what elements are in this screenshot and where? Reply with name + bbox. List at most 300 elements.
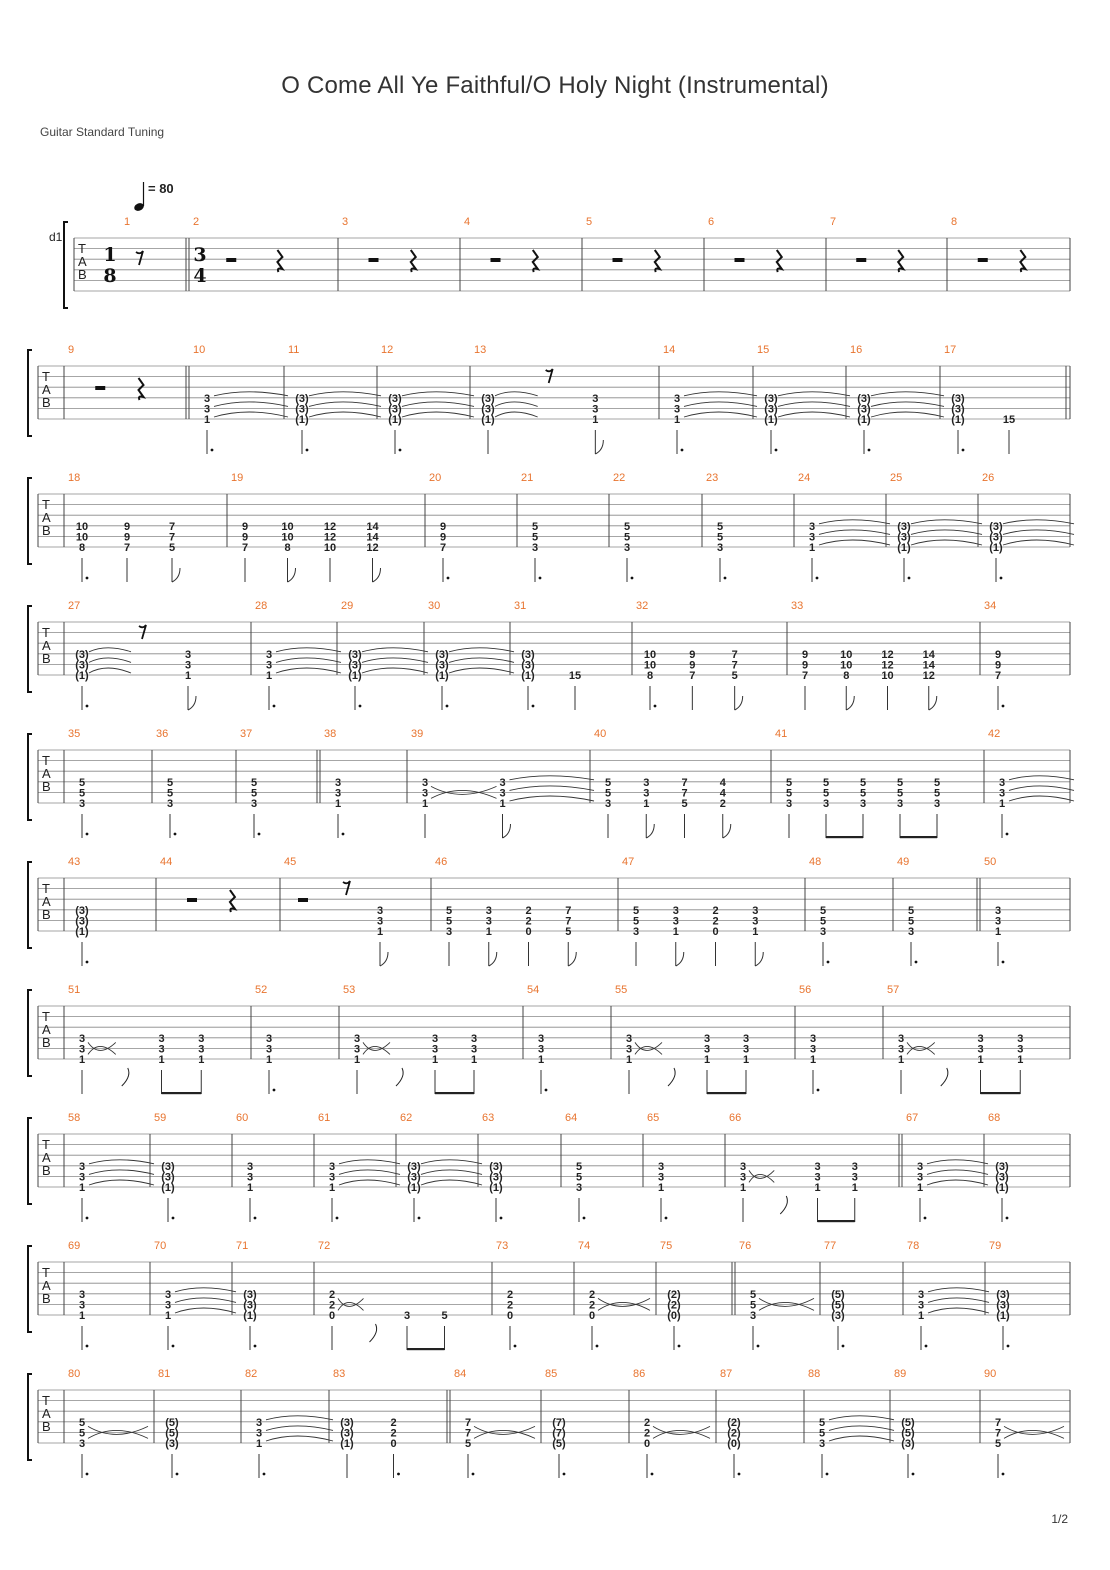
tab-letter: B [78, 267, 87, 282]
half-rest-icon [613, 258, 623, 262]
duration-dot [631, 577, 634, 580]
fret-number: 3 [994, 915, 1002, 928]
measure [482, 1112, 503, 1222]
fret-number: 2 [390, 1427, 397, 1440]
beat [76, 521, 89, 582]
beat [717, 521, 726, 582]
duration-dot [827, 961, 830, 964]
beat [802, 649, 808, 710]
measure [951, 216, 1025, 272]
tab-letter: T [42, 1393, 50, 1408]
measure-number: 1 [124, 216, 131, 228]
beat [446, 905, 452, 966]
fret-number: (2) [667, 1299, 681, 1312]
fret-number: 3 [421, 776, 429, 789]
measure [68, 1368, 148, 1478]
measure [435, 856, 576, 966]
fret-number: (3) [295, 403, 309, 416]
measure-number: 53 [343, 984, 356, 996]
fret-number: 5 [565, 926, 572, 938]
tie-arc [175, 1298, 236, 1303]
measure-number: 64 [565, 1112, 578, 1124]
fret-number: 7 [565, 904, 572, 917]
beat [1017, 1033, 1023, 1094]
fret-number: 3 [184, 648, 192, 661]
fret-number: 0 [328, 1310, 336, 1322]
fret-number: 5 [250, 787, 258, 800]
beat [388, 392, 474, 454]
fret-number: 10 [281, 531, 294, 544]
fret-number: 3 [265, 1043, 273, 1056]
fret-number: (1) [857, 414, 871, 426]
tab-system [28, 600, 1070, 710]
fret-number: 3 [592, 392, 599, 405]
measure [318, 1112, 400, 1222]
fret-number: (5) [831, 1288, 845, 1301]
tie-arc [214, 412, 288, 417]
measure-number: 16 [850, 344, 863, 356]
fret-number: 1 [625, 1054, 633, 1066]
measure-number: 15 [757, 344, 770, 356]
fret-number: 1 [739, 1182, 747, 1194]
measure [400, 1112, 482, 1222]
measure-number: 71 [236, 1240, 249, 1252]
measure [284, 856, 388, 966]
quarter-rest-icon [230, 890, 235, 912]
fret-number: (3) [989, 520, 1003, 533]
beam [818, 1220, 855, 1222]
beat [712, 905, 718, 966]
measure [636, 600, 743, 710]
measure-number: 48 [809, 856, 822, 868]
measure-number: 74 [578, 1240, 591, 1252]
fret-number: 1 [328, 1182, 336, 1194]
beat [432, 1033, 438, 1094]
eighth-rest-icon [139, 625, 146, 639]
fret-number: 10 [75, 531, 89, 544]
measure-number: 23 [706, 472, 719, 484]
quarter-rest-icon [533, 250, 538, 272]
fret-number: 1 [265, 670, 273, 682]
beat [396, 1068, 403, 1086]
measure [809, 856, 829, 966]
tempo-marking [133, 181, 174, 212]
eighth-flag-icon [676, 952, 684, 966]
fret-number: 1 [203, 414, 211, 426]
tie-arc [510, 786, 595, 791]
beat [917, 1160, 988, 1222]
beat [674, 392, 757, 454]
beat [643, 777, 654, 838]
tab-letter: A [42, 1150, 51, 1165]
fret-number: 12 [881, 648, 894, 661]
beat [441, 1310, 447, 1350]
measure-number: 89 [894, 1368, 907, 1380]
eighth-flag-icon [568, 952, 576, 966]
duration-dot [1006, 1217, 1009, 1220]
fret-number: 1 [657, 1182, 665, 1194]
beat [295, 392, 381, 454]
duration-dot [665, 1217, 668, 1220]
tab-letter: B [42, 651, 51, 666]
fret-number: 3 [485, 915, 492, 928]
fret-number: (3) [481, 403, 495, 416]
system-bracket [28, 606, 32, 692]
measure [565, 1112, 585, 1222]
fret-number: 3 [78, 1288, 86, 1301]
beat [161, 1161, 175, 1222]
beat [592, 393, 603, 454]
duration-dot [263, 1473, 266, 1476]
fret-number: 5 [575, 1171, 583, 1184]
fret-number: 3 [78, 1171, 86, 1184]
fret-number: 3 [897, 1043, 905, 1056]
measure [850, 344, 944, 454]
fret-number: 9 [241, 520, 249, 533]
tie-arc [89, 1170, 154, 1175]
beat [667, 1289, 681, 1350]
fret-number: 5 [907, 915, 915, 928]
tie-arc [276, 668, 341, 673]
fret-number: 3 [994, 904, 1002, 917]
beat [390, 1417, 399, 1478]
fret-number: 3 [977, 1043, 984, 1056]
fret-number: 5 [78, 787, 86, 800]
duration-dot [174, 833, 177, 836]
fret-number: 1 [673, 414, 681, 426]
measure-number: 17 [944, 344, 957, 356]
fret-number: 3 [625, 1043, 633, 1056]
measure-number: 46 [435, 856, 448, 868]
tab-letter: B [42, 779, 51, 794]
tab-letter: A [42, 766, 51, 781]
measure [428, 600, 514, 710]
fret-number: (1) [951, 414, 965, 426]
fret-number: 3 [158, 1043, 165, 1056]
measure-number: 9 [68, 344, 75, 356]
measure-number: 80 [68, 1368, 81, 1380]
fret-number: 5 [818, 1427, 826, 1440]
half-rest-icon [978, 258, 988, 262]
measure-number: 26 [982, 472, 995, 484]
measure [240, 728, 260, 838]
eighth-flag-icon [929, 696, 937, 710]
measure [381, 344, 474, 454]
tab-letter: A [42, 510, 51, 525]
tie-arc [266, 1426, 333, 1431]
eighth-flag-icon [595, 440, 603, 454]
system-bracket [28, 734, 32, 820]
measure [984, 1368, 1064, 1478]
beat [673, 905, 684, 966]
fret-number: 5 [623, 531, 631, 544]
fret-number: (5) [831, 1299, 845, 1312]
beat [881, 649, 893, 710]
tab-letter: B [42, 907, 51, 922]
tie-arc [449, 668, 514, 673]
measure-number: 75 [660, 1240, 673, 1252]
beat [532, 521, 541, 582]
measure [739, 1240, 814, 1350]
fret-number: 15 [1002, 414, 1016, 426]
fret-number: 2 [525, 904, 532, 917]
tie-arc [871, 392, 944, 396]
fret-number: 9 [439, 531, 447, 544]
fret-number: 2 [525, 915, 532, 928]
tie-arc [214, 392, 288, 396]
fret-number: 7 [241, 542, 249, 554]
measure-number: 44 [160, 856, 173, 868]
duration-dot [651, 1473, 654, 1476]
measure-number: 49 [897, 856, 910, 868]
fret-number: (1) [295, 414, 309, 426]
fret-number: 3 [78, 1160, 86, 1173]
tab-system [28, 1112, 1070, 1222]
fret-number: 3 [403, 1310, 411, 1322]
measure-number: 66 [729, 1112, 742, 1124]
beat [75, 905, 89, 966]
tie-arc [276, 658, 341, 663]
fret-number: 3 [78, 1438, 86, 1450]
measure [255, 600, 341, 710]
beat [923, 649, 937, 710]
measure [342, 216, 416, 272]
beat [329, 1289, 364, 1350]
measure-number: 73 [496, 1240, 509, 1252]
fret-number: (3) [340, 1427, 354, 1440]
fret-number: 3 [198, 1043, 205, 1056]
quarter-rest-icon [655, 250, 660, 272]
fret-number: 4 [719, 787, 726, 800]
measure [68, 984, 204, 1094]
fret-number: 1 [672, 926, 679, 938]
beat [435, 648, 514, 710]
fret-number: 7 [994, 1427, 1002, 1440]
duration-dot [1002, 961, 1005, 964]
fret-number: (1) [995, 1182, 1009, 1194]
measure-number: 47 [622, 856, 635, 868]
duration-dot [472, 1473, 475, 1476]
fret-number: 3 [916, 1171, 924, 1184]
half-rest-icon [298, 898, 308, 902]
measure [68, 600, 196, 710]
beat [720, 777, 731, 838]
fret-number: 2 [588, 1299, 596, 1312]
measure [613, 472, 633, 582]
duration-dot [563, 1473, 566, 1476]
duration-dot [654, 705, 657, 708]
fret-number: 1 [246, 1182, 254, 1194]
fret-number: (5) [165, 1427, 179, 1440]
beat [422, 777, 497, 838]
duration-dot [539, 577, 542, 580]
beat [538, 1033, 547, 1094]
fret-number: (5) [901, 1427, 915, 1440]
time-signature-top: 3 [193, 244, 207, 266]
fret-number: 1 [470, 1054, 478, 1066]
beat [124, 521, 130, 582]
fret-number: (1) [161, 1182, 175, 1194]
fret-number: 3 [164, 1299, 172, 1312]
measure [897, 856, 917, 966]
fret-number: (3) [489, 1160, 503, 1173]
beat [605, 777, 611, 838]
beat [377, 905, 388, 966]
fret-number: 10 [881, 670, 894, 682]
eighth-flag-icon [668, 1068, 675, 1086]
beat [79, 1289, 88, 1350]
fret-number: (5) [165, 1416, 179, 1429]
beat [809, 520, 890, 582]
fret-number: (1) [243, 1310, 257, 1322]
fret-number: 3 [203, 403, 211, 416]
fret-number: 3 [643, 787, 650, 800]
duration-dot [446, 705, 449, 708]
beam [162, 1092, 202, 1094]
beat [139, 625, 146, 639]
measure-number: 22 [613, 472, 626, 484]
measure-number: 39 [411, 728, 424, 740]
measure [158, 1368, 179, 1478]
tab-letter: T [42, 1137, 50, 1152]
fret-number: (1) [75, 670, 89, 682]
fret-number: 5 [859, 787, 867, 800]
fret-number: 5 [822, 787, 830, 800]
fret-number: (3) [161, 1171, 175, 1184]
beat [251, 777, 260, 838]
measure [633, 1368, 710, 1478]
fret-number: 3 [625, 1032, 633, 1045]
measure-number: 88 [808, 1368, 821, 1380]
fret-number: (0) [667, 1310, 681, 1322]
beat [266, 1033, 275, 1094]
fret-number: 3 [896, 798, 904, 810]
beat [489, 1161, 503, 1222]
fret-number: 1 [1017, 1054, 1024, 1066]
fret-number: 10 [840, 659, 853, 672]
beat [918, 1288, 989, 1350]
fret-number: 5 [907, 904, 915, 917]
tie-arc [175, 1308, 236, 1313]
beat [764, 392, 850, 454]
tie-arc [339, 1180, 400, 1185]
tab-system [28, 856, 1070, 966]
fret-number: 3 [933, 798, 941, 810]
beat [165, 1288, 236, 1350]
fret-number: 7 [731, 659, 738, 672]
beat [831, 1289, 845, 1350]
duration-dot [924, 1217, 927, 1220]
measure [798, 472, 890, 582]
fret-number: 2 [712, 904, 719, 917]
fret-number: 1 [158, 1054, 165, 1066]
measure-number: 76 [739, 1240, 752, 1252]
fret-number: (3) [901, 1438, 915, 1450]
tab-system [64, 216, 1070, 308]
system-bracket [28, 1118, 32, 1204]
fret-number: 3 [265, 659, 273, 672]
fret-number: 3 [859, 798, 867, 810]
measure-number: 41 [775, 728, 788, 740]
measure [729, 1112, 858, 1222]
tie-arc [402, 402, 474, 407]
fret-number: 1 [916, 1182, 924, 1194]
fret-number: 2 [390, 1416, 397, 1429]
fret-number: (3) [481, 392, 495, 405]
measure-number: 35 [68, 728, 81, 740]
measure-number: 83 [333, 1368, 346, 1380]
fret-number: 5 [531, 531, 539, 544]
fret-number: 0 [506, 1310, 514, 1322]
fret-number: 5 [933, 776, 941, 789]
duration-dot [1002, 705, 1005, 708]
fret-number: 14 [366, 520, 379, 533]
tie-arc [1009, 776, 1074, 780]
duration-dot [1000, 577, 1003, 580]
beat [79, 777, 88, 838]
duration-dot [678, 1345, 681, 1348]
fret-number: 3 [265, 648, 273, 661]
tab-letter: T [42, 369, 50, 384]
tie-arc [495, 392, 538, 396]
fret-number: (3) [831, 1310, 845, 1322]
measure-number: 70 [154, 1240, 167, 1252]
beat [743, 1033, 749, 1094]
beat [995, 905, 1004, 966]
measure-number: 79 [989, 1240, 1002, 1252]
fret-number: 1 [977, 1054, 984, 1066]
fret-number: 3 [752, 915, 759, 928]
tab-letter: B [42, 1163, 51, 1178]
measure-number: 21 [521, 472, 534, 484]
fret-number: 3 [265, 1032, 273, 1045]
fret-number: 5 [896, 776, 904, 789]
fret-number: (2) [727, 1427, 741, 1440]
duration-dot [273, 1089, 276, 1092]
measure [720, 1368, 741, 1478]
fret-number: 7 [464, 1427, 472, 1440]
beat [820, 905, 829, 966]
duration-dot [545, 1089, 548, 1092]
fret-number: 1 [421, 798, 429, 810]
beat [407, 1160, 482, 1222]
beat [908, 905, 917, 966]
beat [977, 1033, 983, 1094]
fret-number: 7 [439, 542, 447, 554]
measure [647, 1112, 667, 1222]
tie-arc [829, 1416, 894, 1420]
fret-number: 3 [376, 904, 384, 917]
beat [840, 649, 854, 710]
measure-number: 40 [594, 728, 607, 740]
beat [569, 670, 581, 710]
fret-number: 3 [334, 776, 342, 789]
fret-number: (1) [75, 926, 89, 938]
fret-number: 3 [604, 798, 612, 810]
quarter-rest-icon [777, 250, 782, 272]
beat [810, 1033, 819, 1094]
beat [335, 777, 344, 838]
duration-dot [583, 1217, 586, 1220]
eighth-rest-icon [136, 251, 143, 265]
measure-number: 50 [984, 856, 997, 868]
fret-number: 1 [643, 798, 650, 810]
tab-letter: T [42, 1009, 50, 1024]
beat [658, 1161, 667, 1222]
measure [474, 344, 603, 454]
tab-letter: A [42, 638, 51, 653]
tab-system [28, 344, 1070, 454]
